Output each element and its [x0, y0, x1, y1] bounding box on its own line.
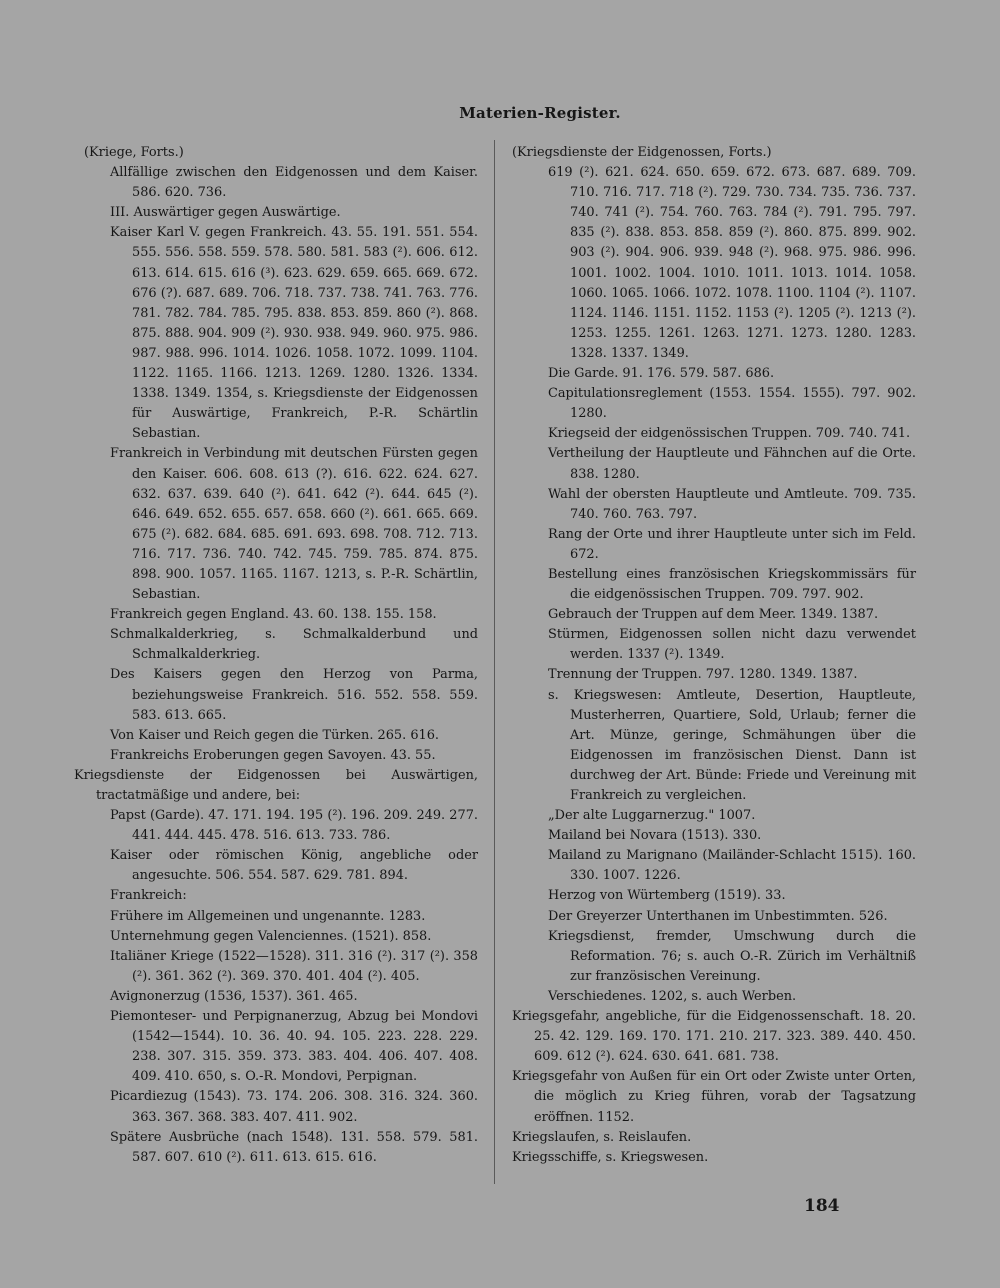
index-entry: Gebrauch der Truppen auf dem Meer. 1349. 1387. [548, 607, 879, 623]
index-entry: Papst (Garde). 47. 171. 194. 195 (²). 196. 209. 249. 277. 441. 444. 445. 478. 516. 613. 733. 786. [110, 808, 478, 844]
index-entry: Allfällige zwischen den Eidgenossen und dem Kaiser. 586. 620. 736. [110, 165, 478, 201]
running-head: Materien-Register. [459, 104, 621, 122]
index-heading: Kriegsgefahr, angebliche, für die Eidgenossenschaft. 18. 20. 25. 42. 129. 169. 170. 171. 210. 217. 323. 389. 440. 450. 609. 612 (²). 624. 630. 641. 681. 738. [512, 1009, 916, 1065]
index-entry: Capitulationsreglement (1553. 1554. 1555). 797. 902. 1280. [548, 386, 916, 422]
index-entry: Mailand bei Novara (1513). 330. [548, 828, 762, 844]
index-entry: Der Greyerzer Unterthanen im Unbestimmten. 526. [548, 908, 888, 924]
index-section: Frankreich: [110, 888, 187, 904]
column-divider [494, 140, 495, 1184]
page-number: 184 [804, 1196, 840, 1216]
index-entry: (Kriege, Forts.) [84, 145, 184, 160]
index-entry: Vertheilung der Hauptleute und Fähnchen auf die Orte. 838. 1280. [548, 446, 916, 482]
index-entry: Rang der Orte und ihrer Hauptleute unter sich im Feld. 672. [548, 526, 916, 562]
index-entry: Kaiser oder römischen König, angebliche oder angesuchte. 506. 554. 587. 629. 781. 894. [110, 848, 478, 884]
index-entry: Schmalkalderkrieg, s. Schmalkalderbund und Schmalkalderkrieg. [110, 627, 478, 663]
index-entry: Spätere Ausbrüche (nach 1548). 131. 558. 579. 581. 587. 607. 610 (²). 611. 613. 615. 616. [110, 1129, 478, 1165]
index-entry: Wahl der obersten Hauptleute und Amtleute. 709. 735. 740. 760. 763. 797. [548, 486, 916, 522]
index-entry: Piemonteser- und Perpignanerzug, Abzug bei Mondovi (1542—1544). 10. 36. 40. 94. 105. 223. 228. 229. 238. 307. 315. 359. 373. 383. 404. 406. 407. 408. 409. 410. 650, s. O.-R. Mondovi, Perpignan. [110, 1009, 478, 1085]
index-section: III. Auswärtiger gegen Auswärtige. [110, 205, 341, 221]
index-heading: Kriegsdienste der Eidgenossen bei Auswärtigen, tractatmäßige und andere, bei: [74, 767, 478, 803]
index-heading: Kriegsgefahr von Außen für ein Ort oder Zwiste unter Orten, die möglich zu Krieg führen, vorab der Tagsatzung eröffnen. 1152. [512, 1069, 916, 1125]
index-entry: Verschiedenes. 1202, s. auch Werben. [548, 988, 797, 1004]
index-entry: Italiäner Kriege (1522—1528). 311. 316 (²). 317 (²). 358 (²). 361. 362 (²). 369. 370. 401. 404 (²). 405. [110, 948, 478, 984]
index-entry: Frankreichs Eroberungen gegen Savoyen. 43. 55. [110, 747, 436, 763]
index-entry: Picardiezug (1543). 73. 174. 206. 308. 316. 324. 360. 363. 367. 368. 383. 407. 411. 902. [110, 1089, 478, 1125]
index-entry: s. Kriegswesen: Amtleute, Desertion, Hauptleute, Musterherren, Quartiere, Sold, Urlaub; ferner die Art. Münze, geringe, Schmähungen über die Eidgenossen im französischen Dienst. Dann ist durchweg der Art. Bünde: Friede und Vereinung mit Frankreich zu vergleichen. [548, 687, 916, 803]
index-entry: 619 (²). 621. 624. 650. 659. 672. 673. 687. 689. 709. 710. 716. 717. 718 (²). 729. 730. 734. 735. 736. 737. 740. 741 (²). 754. 760. 763. 784 (²). 791. 795. 797. 835 (²). 838. 853. 858. 859 (²). 860. 875. 899. 902. 903 (²). 904. 906. 939. 948 (²). 968. 975. 986. 996. 1001. 1002. 1004. 1010. 1011. 1013. 1014. 1058. 1060. 1065. 1066. 1072. 1078. 1100. 1104 (²). 1107. 1124. 1146. 1151. 1152. 1153 (²). 1205 (²). 1213 (²). 1253. 1255. 1261. 1263. 1271. 1273. 1280. 1283. 1328. 1337. 1349. [548, 165, 916, 361]
index-heading: Kriegsschiffe, s. Kriegswesen. [512, 1149, 709, 1165]
index-entry: Trennung der Truppen. 797. 1280. 1349. 1387. [548, 667, 858, 683]
index-entry: Mailand zu Marignano (Mailänder-Schlacht 1515). 160. 330. 1007. 1226. [548, 848, 916, 884]
index-entry: Frühere im Allgemeinen und ungenannte. 1283. [110, 908, 426, 924]
right-column [512, 143, 916, 1168]
index-entry: Kriegsdienst, fremder, Umschwung durch die Reformation. 76; s. auch O.-R. Zürich im Verhältniß zur französischen Vereinung. [548, 928, 916, 984]
index-entry: Avignonerzug (1536, 1537). 361. 465. [110, 988, 358, 1004]
index-entry: Stürmen, Eidgenossen sollen nicht dazu verwendet werden. 1337 (²). 1349. [548, 627, 916, 663]
index-entry: Herzog von Würtemberg (1519). 33. [548, 888, 786, 904]
index-entry: Kriegseid der eidgenössischen Truppen. 709. 740. 741. [548, 426, 911, 442]
index-entry: Frankreich in Verbindung mit deutschen Fürsten gegen den Kaiser. 606. 608. 613 (?). 616. 622. 624. 627. 632. 637. 639. 640 (²). 641. 642 (²). 644. 645 (²). 646. 649. 652. 655. 657. 658. 660 (²). 661. 665. 669. 675 (²). 682. 684. 685. 691. 693. 698. 708. 712. 713. 716. 717. 736. 740. 742. 745. 759. 785. 874. 875. 898. 900. 1057. 1165. 1167. 1213, s. P.-R. Schärtlin, Sebastian. [110, 446, 478, 603]
index-heading: Kriegslaufen, s. Reislaufen. [512, 1129, 692, 1145]
index-entry: Kaiser Karl V. gegen Frankreich. 43. 55. 191. 551. 554. 555. 556. 558. 559. 578. 580. 581. 583 (²). 606. 612. 613. 614. 615. 616 (³). 623. 629. 659. 665. 669. 672. 676 (?). 687. 689. 706. 718. 737. 738. 741. 763. 776. 781. 782. 784. 785. 795. 838. 853. 859. 860 (²). 868. 875. 888. 904. 909 (²). 930. 938. 949. 960. 975. 986. 987. 988. 996. 1014. 1026. 1058. 1072. 1099. 1104. 1122. 1165. 1166. 1213. 1269. 1280. 1326. 1334. 1338. 1349. 1354, s. Kriegsdienste der Eidgenossen für Auswärtige, Frankreich, P.-R. Schärtlin Sebastian. [110, 225, 478, 442]
index-entry: Unternehmung gegen Valenciennes. (1521). 858. [110, 928, 432, 944]
index-entry: Frankreich gegen England. 43. 60. 138. 155. 158. [110, 607, 437, 623]
index-entry: Von Kaiser und Reich gegen die Türken. 265. 616. [110, 727, 440, 743]
index-entry: Die Garde. 91. 176. 579. 587. 686. [548, 366, 775, 382]
index-entry: Bestellung eines französischen Kriegskommissärs für die eidgenössischen Truppen. 709. 797. 902. [548, 566, 916, 603]
index-entry: Des Kaisers gegen den Herzog von Parma, beziehungsweise Frankreich. 516. 552. 558. 559. 583. 613. 665. [110, 667, 478, 723]
index-heading: (Kriegsdienste der Eidgenossen, Forts.) [512, 145, 772, 160]
index-entry: „Der alte Luggarnerzug." 1007. [548, 808, 756, 824]
left-column [74, 143, 478, 1168]
